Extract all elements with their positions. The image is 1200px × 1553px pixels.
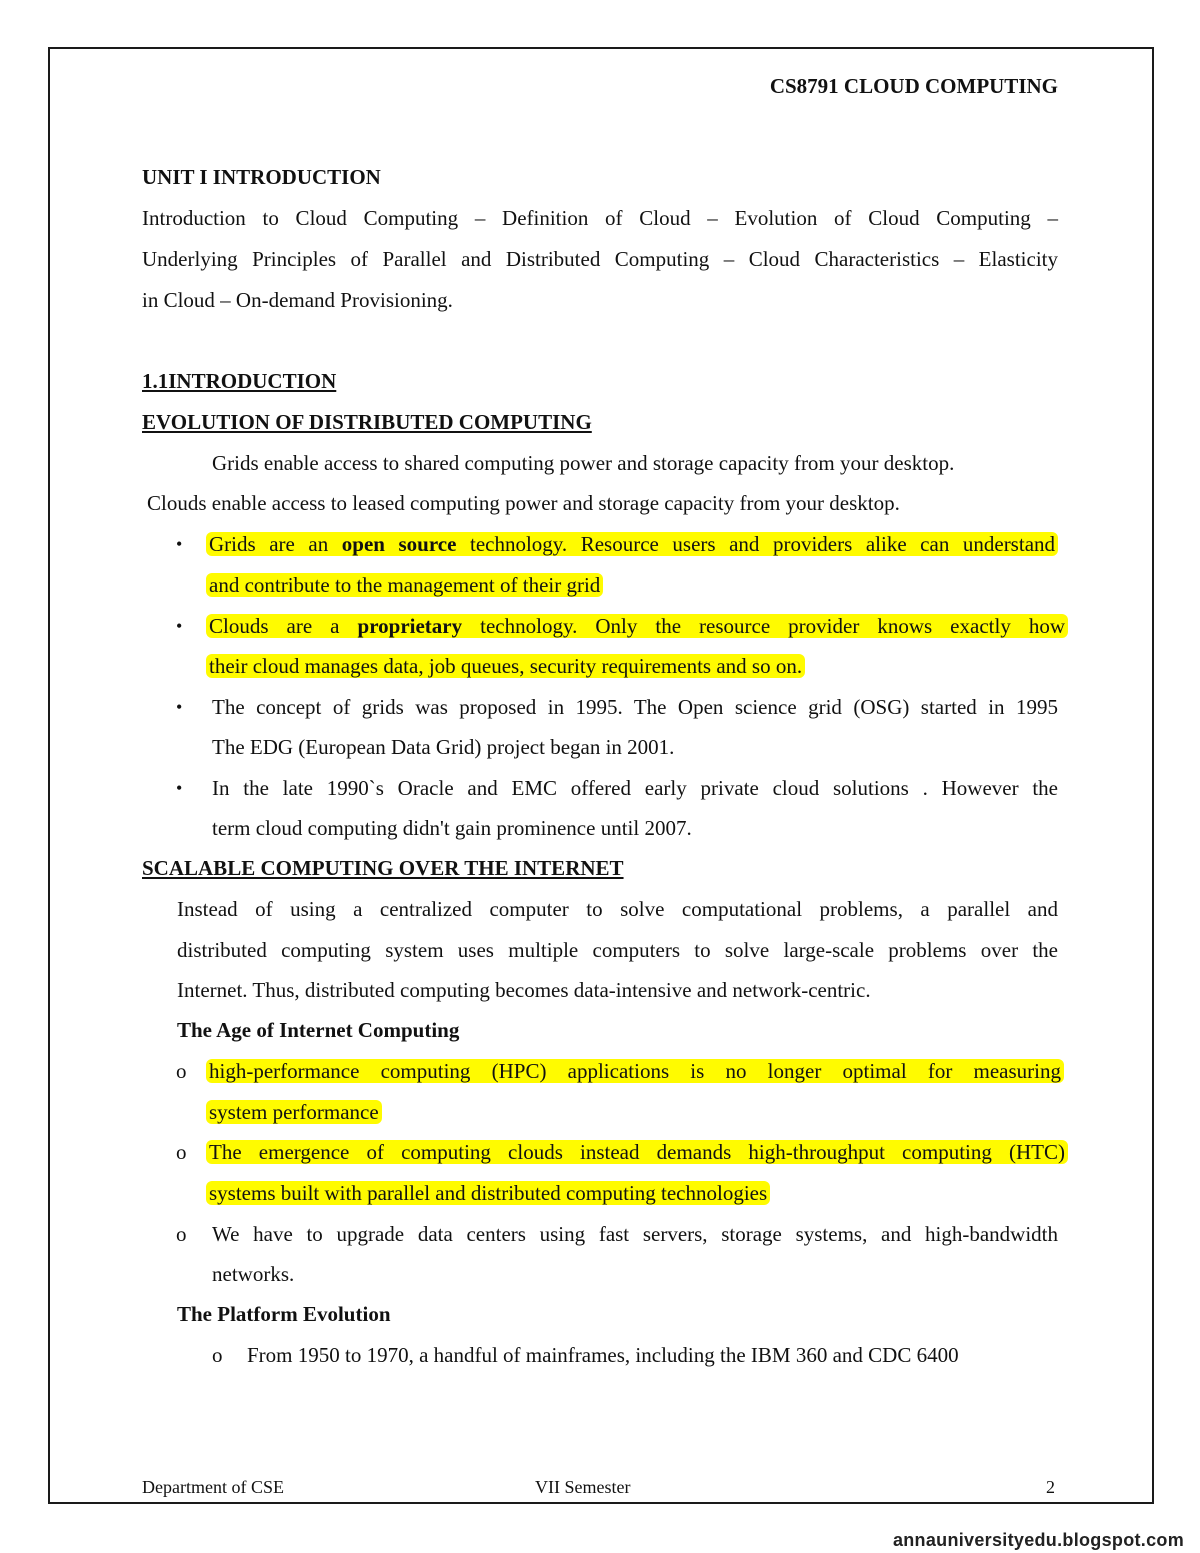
syllabus-line-3: in Cloud – On-demand Provisioning. — [142, 288, 453, 312]
bullet-marker: • — [176, 697, 183, 717]
bullet-marker: • — [176, 616, 183, 636]
bullet-marker: • — [176, 778, 183, 798]
intro-line-2: Clouds enable access to leased computing power and storage capacity from your desktop. — [147, 491, 900, 515]
intro-line-1: Grids enable access to shared computing power and storage capacity from your desktop. — [212, 451, 955, 475]
bullet-2-pre: Clouds are a — [209, 614, 358, 638]
bullet-2-line-2-text: their cloud manages data, job queues, security requirements and so on. — [206, 654, 805, 678]
circle-bullet: o — [212, 1343, 223, 1367]
bullet-3-line-2: The EDG (European Data Grid) project began in 2001. — [212, 735, 675, 759]
bullet-1-pre: Grids are an — [209, 532, 342, 556]
syllabus-line-1: Introduction to Cloud Computing – Definition of Cloud – Evolution of Cloud Computing – — [142, 206, 1058, 230]
scalable-para-line-1: Instead of using a centralized computer to solve computational problems, a parallel and — [177, 897, 1058, 921]
footer-department: Department of CSE — [142, 1477, 284, 1497]
bullet-2-line-1 — [206, 606, 1068, 647]
scalable-para-line-2: distributed computing system uses multiple computers to solve large-scale problems over the — [177, 938, 1058, 962]
age-item-3-line-2: networks. — [212, 1262, 295, 1286]
age-item-1-line-2 — [206, 1092, 382, 1133]
bullet-1-bold: open source — [341, 532, 457, 556]
scalable-heading: SCALABLE COMPUTING OVER THE INTERNET — [142, 856, 624, 880]
subsection-heading: EVOLUTION OF DISTRIBUTED COMPUTING — [142, 410, 592, 434]
bullet-2-line-2 — [206, 646, 805, 687]
bullet-3-line-1: The concept of grids was proposed in 1995. The Open science grid (OSG) started in 1995 — [212, 695, 1058, 719]
age-heading: The Age of Internet Computing — [177, 1018, 460, 1042]
bullet-1-line-2-text: and contribute to the management of their grid — [206, 573, 603, 597]
syllabus-line-2: Underlying Principles of Parallel and Distributed Computing – Cloud Characteristics – Elasticity — [142, 247, 1058, 271]
unit-title: UNIT I INTRODUCTION — [142, 165, 381, 189]
course-title: CS8791 CLOUD COMPUTING — [769, 74, 1058, 98]
age-item-1-line-1 — [206, 1051, 1064, 1092]
bullet-1-line-1 — [206, 524, 1058, 565]
age-item-1-line-2-text: system performance — [206, 1100, 382, 1124]
watermark-url: annauniversityedu.blogspot.com — [892, 1530, 1184, 1550]
bullet-1-post: technology. Resource users and providers alike can understand — [456, 532, 1056, 556]
bullet-marker: • — [176, 534, 183, 554]
age-item-1-line-1-text: high-performance computing (HPC) applications is no longer optimal for measuring — [206, 1059, 1064, 1083]
bullet-2-post: technology. Only the resource provider knows exactly how — [462, 614, 1065, 638]
age-item-2-line-2 — [206, 1173, 770, 1214]
circle-bullet: o — [176, 1222, 187, 1246]
scalable-para-line-3: Internet. Thus, distributed computing becomes data-intensive and network-centric. — [177, 978, 871, 1002]
age-item-2-line-1-text: The emergence of computing clouds instead demands high-throughput computing (HTC) — [206, 1140, 1068, 1164]
age-item-3-line-1: We have to upgrade data centers using fast servers, storage systems, and high-bandwidth — [212, 1222, 1058, 1246]
bullet-1-line-2 — [206, 565, 603, 606]
section-heading: 1.1INTRODUCTION — [142, 369, 337, 393]
platform-item-1: From 1950 to 1970, a handful of mainframes, including the IBM 360 and CDC 6400 — [247, 1343, 959, 1367]
bullet-4-line-1: In the late 1990`s Oracle and EMC offered early private cloud solutions . However the — [212, 776, 1058, 800]
platform-heading: The Platform Evolution — [177, 1302, 391, 1326]
footer-semester: VII Semester — [535, 1477, 631, 1497]
age-item-2-line-2-text: systems built with parallel and distributed computing technologies — [206, 1181, 770, 1205]
age-item-2-line-1 — [206, 1132, 1068, 1173]
footer-page-number: 2 — [1046, 1477, 1055, 1497]
bullet-4-line-2: term cloud computing didn't gain prominence until 2007. — [212, 816, 692, 840]
circle-bullet: o — [176, 1059, 187, 1083]
circle-bullet: o — [176, 1140, 187, 1164]
bullet-2-bold: proprietary — [357, 614, 463, 638]
